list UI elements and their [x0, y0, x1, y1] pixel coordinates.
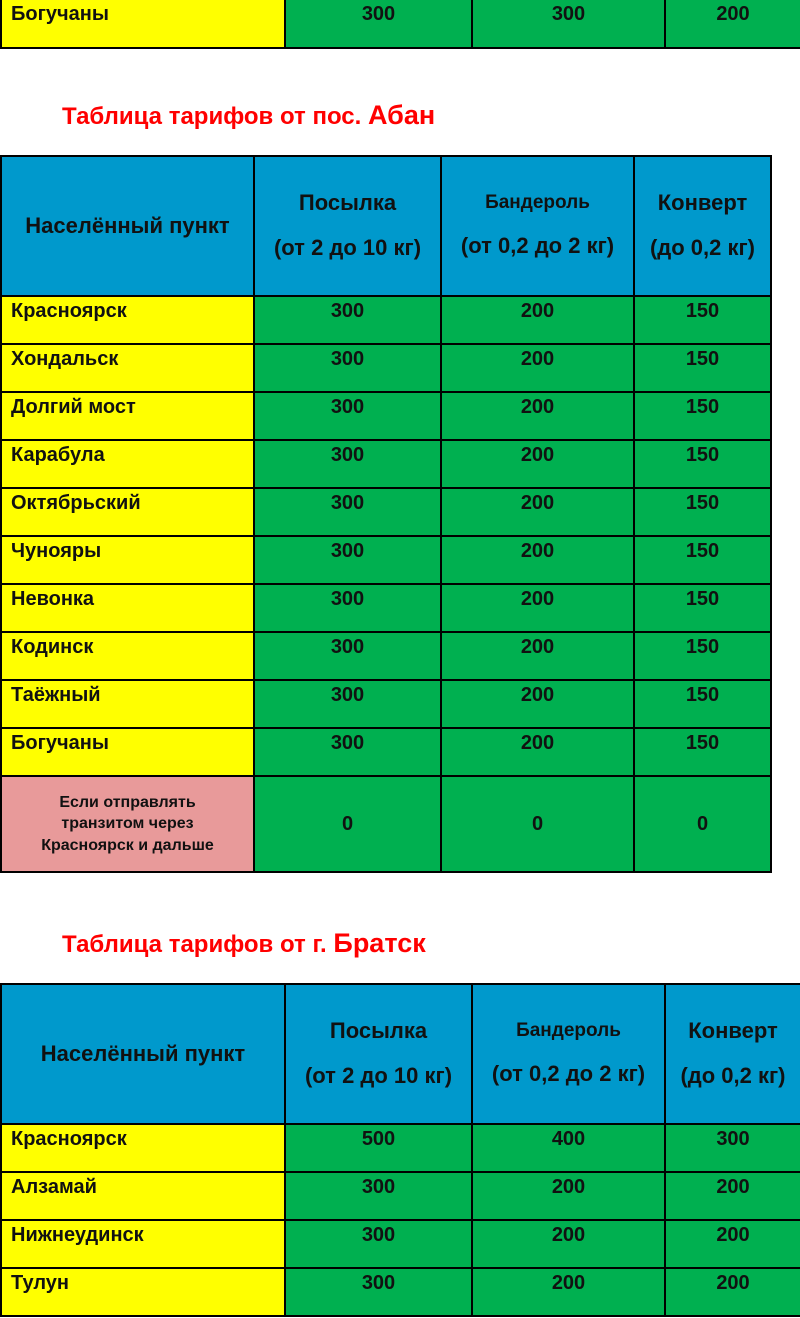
aban-title-place: Абан	[368, 100, 436, 130]
header-envelope-title: Конверт	[688, 1018, 778, 1044]
city-cell: Красноярск	[1, 296, 254, 344]
bratsk-section-title	[62, 928, 426, 959]
envelope-price: 300	[665, 1124, 800, 1172]
table-row	[1, 344, 771, 392]
bratsk-title-place: Братск	[333, 928, 426, 958]
parcel-price: 300	[254, 680, 441, 728]
transit-row	[1, 776, 771, 872]
envelope-price: 150	[634, 440, 771, 488]
parcel-price: 300	[254, 488, 441, 536]
table-row	[1, 536, 771, 584]
header-envelope	[634, 156, 771, 296]
header-parcel-sub: (от 2 до 10 кг)	[304, 1063, 453, 1088]
bratsk-title-prefix: Таблица тарифов от г.	[62, 931, 327, 958]
table-row	[1, 728, 771, 776]
envelope-price: 200	[665, 1268, 800, 1316]
envelope-price: 150	[634, 632, 771, 680]
parcel-price: 300	[254, 392, 441, 440]
header-city: Населённый пункт	[1, 984, 285, 1124]
transit-envelope-price: 0	[634, 776, 771, 872]
parcel-price: 300	[285, 1172, 472, 1220]
package-price: 200	[441, 680, 634, 728]
transit-parcel-price: 0	[254, 776, 441, 872]
package-price: 200	[441, 536, 634, 584]
package-price: 200	[441, 728, 634, 776]
parcel-price: 300	[254, 344, 441, 392]
parcel-price: 300	[254, 296, 441, 344]
city-cell: Карабула	[1, 440, 254, 488]
envelope-price: 150	[634, 584, 771, 632]
city-cell: Красноярск	[1, 1124, 285, 1172]
header-parcel-title: Посылка	[329, 1018, 428, 1044]
table-header-row	[1, 156, 771, 296]
aban-tariff-table	[0, 155, 772, 873]
transit-package-price: 0	[441, 776, 634, 872]
envelope-price: 150	[634, 344, 771, 392]
city-cell: Октябрьский	[1, 488, 254, 536]
city-cell: Таёжный	[1, 680, 254, 728]
envelope-price: 150	[634, 296, 771, 344]
header-package	[441, 156, 634, 296]
aban-title-prefix: Таблица тарифов от пос.	[62, 103, 362, 130]
table-row	[1, 440, 771, 488]
package-price: 200	[441, 632, 634, 680]
table-row	[1, 680, 771, 728]
transit-note-line: Если отправлять	[59, 793, 196, 811]
transit-note-line: Красноярск и дальше	[41, 836, 214, 854]
city-cell: Невонка	[1, 584, 254, 632]
envelope-price: 200	[665, 1220, 800, 1268]
header-envelope-sub: (до 0,2 кг)	[680, 1063, 786, 1088]
header-package-sub: (от 0,2 до 2 кг)	[460, 233, 615, 259]
package-price: 400	[472, 1124, 665, 1172]
parcel-price: 300	[254, 536, 441, 584]
package-price: 200	[441, 392, 634, 440]
table-row	[1, 632, 771, 680]
parcel-price: 300	[254, 584, 441, 632]
transit-note	[1, 776, 254, 872]
header-parcel-title: Посылка	[298, 190, 397, 216]
envelope-price: 150	[634, 680, 771, 728]
header-package	[472, 984, 665, 1124]
parcel-price: 300	[254, 440, 441, 488]
envelope-price: 150	[634, 392, 771, 440]
envelope-price: 150	[634, 536, 771, 584]
package-price: 200	[441, 488, 634, 536]
table-row	[1, 488, 771, 536]
envelope-price: 150	[634, 728, 771, 776]
package-price: 200	[472, 1220, 665, 1268]
parcel-price: 300	[285, 0, 472, 48]
table-row	[1, 392, 771, 440]
bratsk-tariff-table	[0, 983, 800, 1317]
parcel-price: 300	[254, 632, 441, 680]
aban-section-title	[62, 100, 435, 131]
header-parcel	[285, 984, 472, 1124]
parcel-price: 300	[285, 1268, 472, 1316]
top-tariff-table	[0, 0, 800, 49]
header-package-title: Бандероль	[485, 192, 590, 214]
package-price: 200	[441, 344, 634, 392]
table-row	[1, 0, 800, 48]
table-row	[1, 1220, 800, 1268]
table-header-row	[1, 984, 800, 1124]
transit-note-line: транзитом через	[61, 815, 194, 833]
header-envelope	[665, 984, 800, 1124]
table-row	[1, 1124, 800, 1172]
table-row	[1, 1268, 800, 1316]
parcel-price: 300	[254, 728, 441, 776]
package-price: 200	[441, 296, 634, 344]
header-parcel-sub: (от 2 до 10 кг)	[273, 235, 422, 260]
package-price: 200	[441, 584, 634, 632]
table-row	[1, 296, 771, 344]
header-city: Населённый пункт	[1, 156, 254, 296]
package-price: 200	[441, 440, 634, 488]
city-cell: Алзамай	[1, 1172, 285, 1220]
city-cell: Тулун	[1, 1268, 285, 1316]
header-parcel	[254, 156, 441, 296]
header-envelope-sub: (до 0,2 кг)	[649, 235, 756, 260]
city-cell: Хондальск	[1, 344, 254, 392]
city-cell: Чунояры	[1, 536, 254, 584]
city-cell: Нижнеудинск	[1, 1220, 285, 1268]
envelope-price: 200	[665, 0, 800, 48]
bratsk-rows	[1, 1124, 800, 1316]
city-cell: Богучаны	[1, 728, 254, 776]
header-package-title: Бандероль	[516, 1020, 621, 1042]
city-cell: Богучаны	[1, 0, 285, 48]
package-price: 200	[472, 1172, 665, 1220]
city-cell: Кодинск	[1, 632, 254, 680]
package-price: 300	[472, 0, 665, 48]
header-package-sub: (от 0,2 до 2 кг)	[491, 1061, 646, 1087]
table-row	[1, 1172, 800, 1220]
table-row	[1, 584, 771, 632]
parcel-price: 300	[285, 1220, 472, 1268]
header-envelope-title: Конверт	[657, 190, 748, 216]
parcel-price: 500	[285, 1124, 472, 1172]
envelope-price: 200	[665, 1172, 800, 1220]
aban-rows	[1, 296, 771, 872]
package-price: 200	[472, 1268, 665, 1316]
envelope-price: 150	[634, 488, 771, 536]
city-cell: Долгий мост	[1, 392, 254, 440]
